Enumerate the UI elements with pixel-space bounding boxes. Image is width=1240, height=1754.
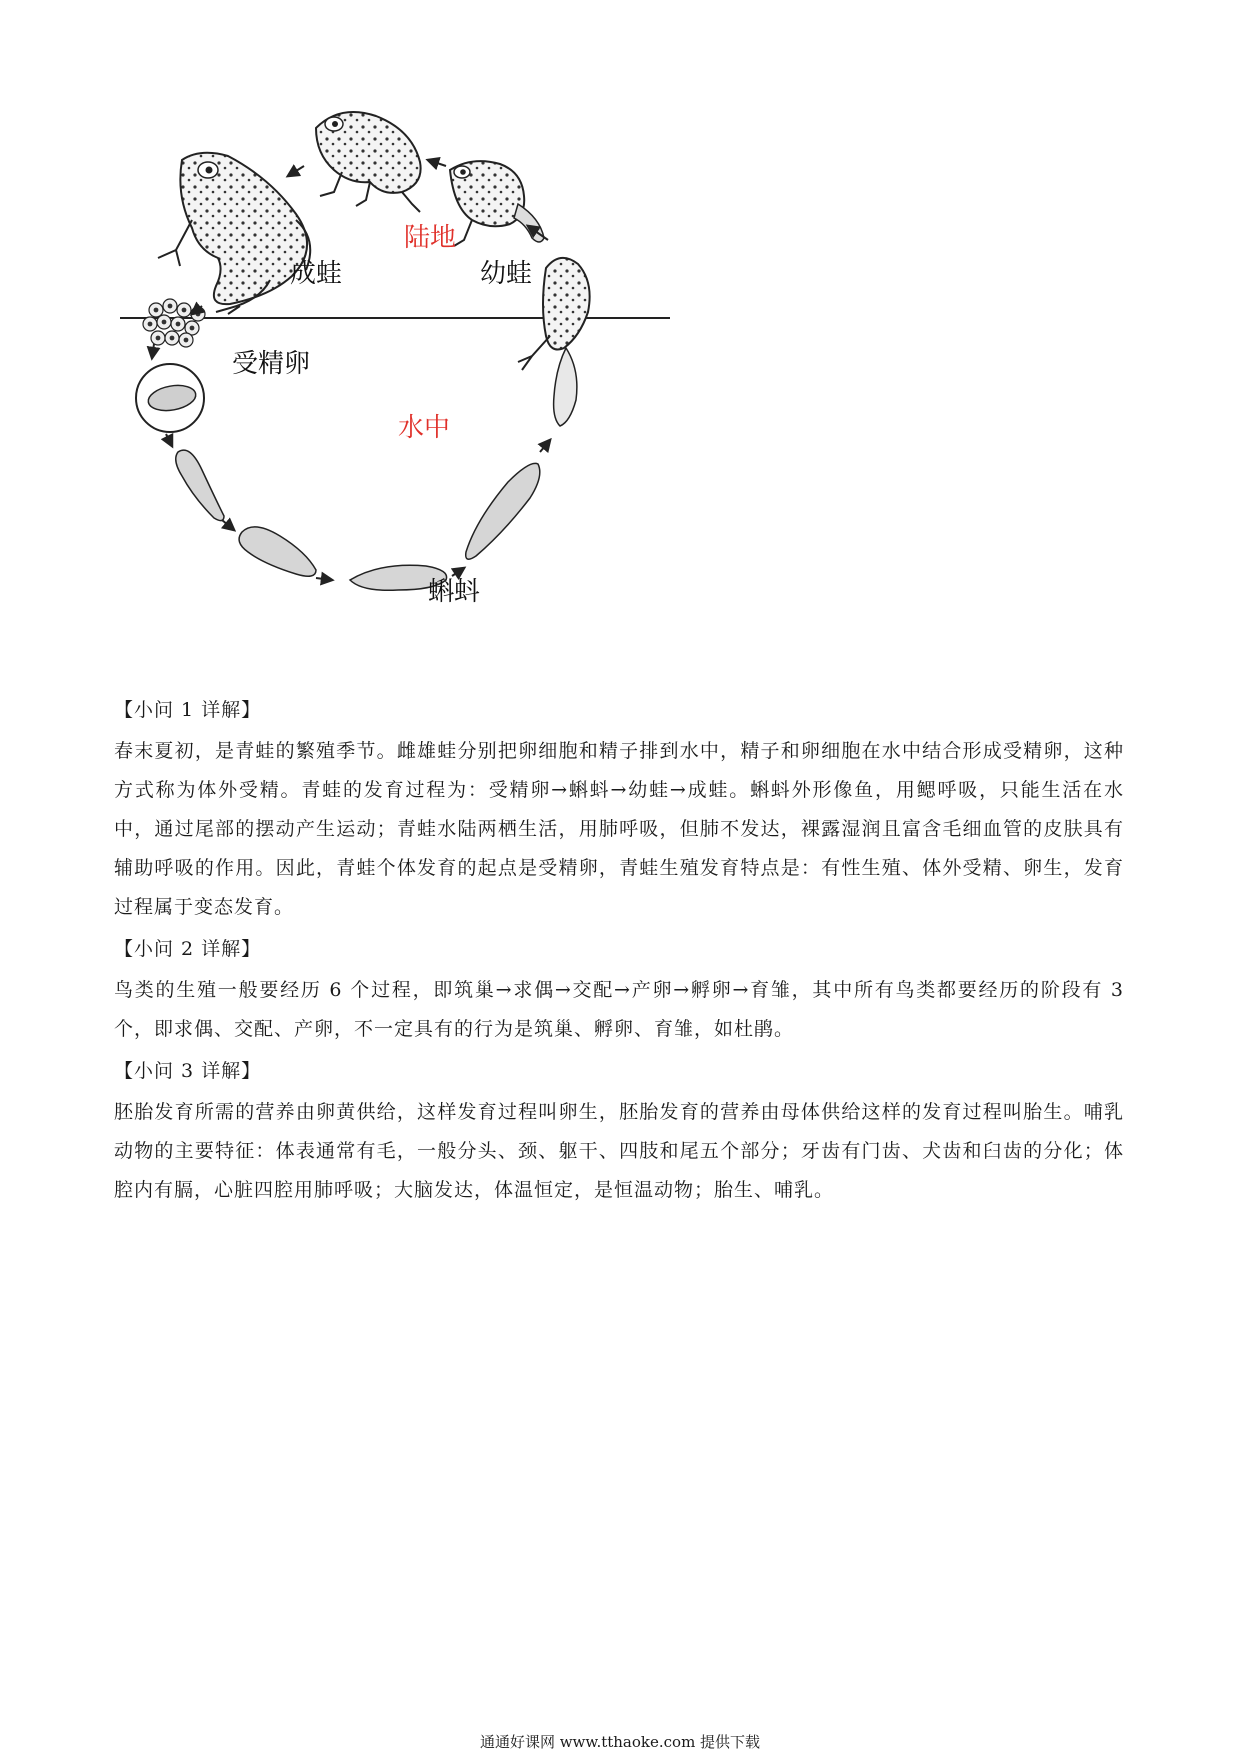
label-tadpole: 蝌蚪 <box>428 577 481 607</box>
page-footer: 通通好课网 www.tthaoke.com 提供下载 <box>479 1733 761 1751</box>
adult-frog-illustration <box>158 153 310 314</box>
label-water: 水中 <box>398 413 451 443</box>
label-fertilized-egg: 受精卵 <box>232 349 311 379</box>
section-2 <box>114 933 1124 1049</box>
embryo-in-egg-illustration <box>136 364 204 432</box>
label-froglet: 幼蛙 <box>480 259 533 289</box>
frog-life-cycle-diagram <box>120 100 700 680</box>
froglet-with-tail-illustration <box>450 161 544 246</box>
section-heading: 【小问 1 详解】 <box>114 699 262 721</box>
tadpole-stage-1-illustration <box>176 450 224 520</box>
label-land: 陆地 <box>404 223 457 253</box>
section-paragraph: 鸟类的生殖一般要经历 6 个过程，即筑巢→求偶→交配→产卵→孵卵→育雏，其中所有鸟类都要经历的阶段有 3 个，即求偶、交配、产卵，不一定具有的行为是筑巢、孵卵、育雏，如杜鹃。 <box>114 979 1124 1040</box>
section-heading: 【小问 3 详解】 <box>114 1060 262 1082</box>
label-adult-frog: 成蛙 <box>290 259 343 289</box>
section-paragraph: 春末夏初，是青蛙的繁殖季节。雌雄蛙分别把卵细胞和精子排到水中，精子和卵细胞在水中结合形成受精卵，这种方式称为体外受精。青蛙的发育过程为：受精卵→蝌蚪→幼蛙→成蛙。蝌蚪外形像鱼，用鳃呼吸，只能生活在水中，通过尾部的摆动产生运动；青蛙水陆两栖生活，用肺呼吸，但肺不发达，裸露湿润且富含毛细血管的皮肤具有辅助呼吸的作用。因此，青蛙个体发育的起点是受精卵，青蛙生殖发育特点是：有性生殖、体外受精、卵生，发育过程属于变态发育。 <box>114 740 1124 918</box>
answer-explanations <box>114 688 1124 1210</box>
section-heading: 【小问 2 详解】 <box>114 938 262 960</box>
tadpole-stage-4-illustration <box>466 463 540 559</box>
section-3 <box>114 1055 1124 1210</box>
section-paragraph: 胚胎发育所需的营养由卵黄供给，这样发育过程叫卵生，胚胎发育的营养由母体供给这样的发育过程叫胎生。哺乳动物的主要特征：体表通常有毛，一般分头、颈、躯干、四肢和尾五个部分；牙齿有门齿、犬齿和臼齿的分化；体腔内有膈，心脏四腔用肺呼吸；大脑发达，体温恒定，是恒温动物；胎生、哺乳。 <box>114 1101 1124 1201</box>
tadpole-stage-2-illustration <box>239 527 316 576</box>
egg-cluster-illustration <box>143 299 205 347</box>
section-1 <box>114 694 1124 927</box>
young-frog-top-illustration <box>316 112 421 212</box>
